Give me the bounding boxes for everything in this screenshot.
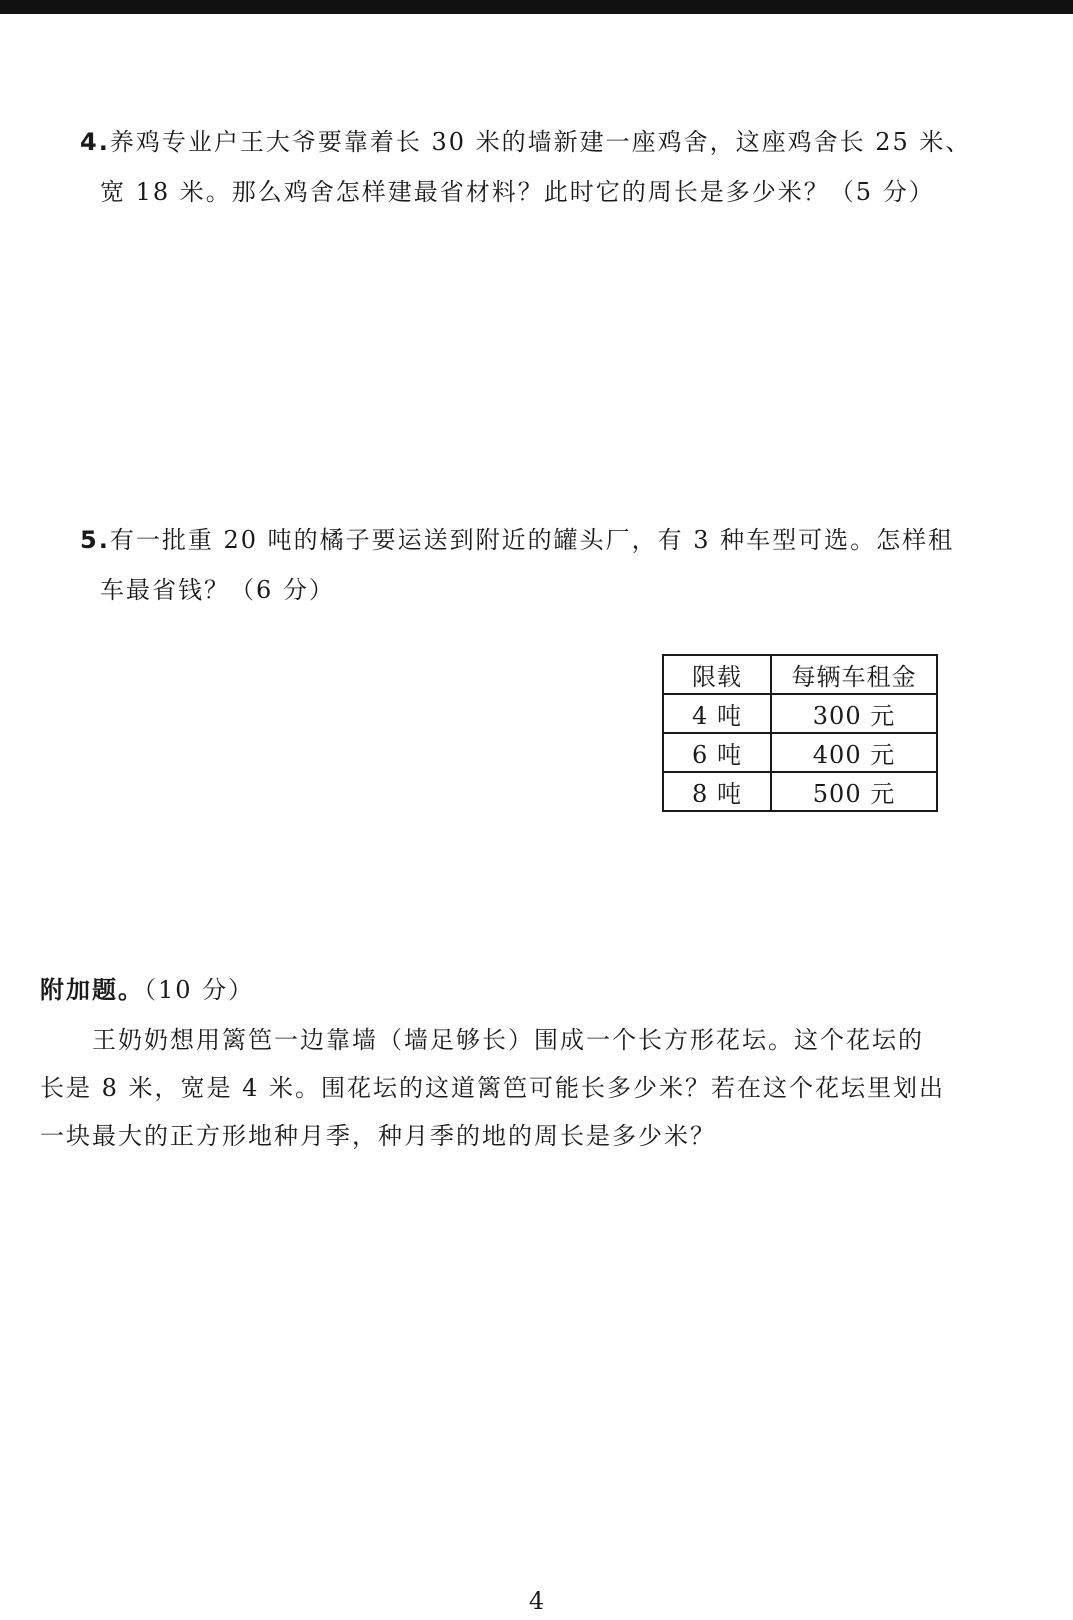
bonus-heading-line [40, 974, 254, 1006]
rental-table [662, 654, 938, 812]
bonus-score: （10 分） [144, 976, 255, 1004]
table-row [663, 772, 937, 811]
bonus-line-1: 王奶奶想用篱笆一边靠墙（墙足够长）围成一个长方形花坛。这个花坛的 [92, 1026, 924, 1054]
q4-line-1 [80, 126, 971, 158]
table-row [663, 694, 937, 733]
q5-number: 5. [80, 526, 110, 554]
q5-text-1: 有一批重 20 吨的橘子要运送到附近的罐头厂，有 3 种车型可选。怎样租 [109, 526, 955, 554]
q5-line-2: 车最省钱？（6 分） [100, 576, 335, 604]
q4-line-2: 宽 18 米。那么鸡舍怎样建最省材料？此时它的周长是多少米？（5 分） [100, 178, 935, 206]
cell-load: 4 吨 [663, 694, 771, 733]
bonus-line-3: 一块最大的正方形地种月季，种月季的地的周长是多少米？ [40, 1122, 716, 1150]
table-row [663, 733, 937, 772]
cell-load: 8 吨 [663, 772, 771, 811]
cell-rent: 400 元 [771, 733, 937, 772]
header-rent-per-vehicle: 每辆车租金 [771, 655, 937, 694]
top-edge-bar [0, 0, 1073, 14]
header-load-limit: 限载 [663, 655, 771, 694]
page-number: 4 [528, 1587, 545, 1615]
cell-rent: 500 元 [771, 772, 937, 811]
bonus-heading: 附加题。 [40, 975, 144, 1004]
table-header-row [663, 655, 937, 694]
bonus-line-2: 长是 8 米，宽是 4 米。围花坛的这道篱笆可能长多少米？若在这个花坛里划出 [40, 1074, 946, 1102]
cell-rent: 300 元 [771, 694, 937, 733]
q5-line-1 [80, 524, 954, 556]
cell-load: 6 吨 [663, 733, 771, 772]
q4-number: 4. [80, 128, 110, 156]
q4-text-1: 养鸡专业户王大爷要靠着长 30 米的墙新建一座鸡舍，这座鸡舍长 25 米、 [109, 128, 972, 156]
